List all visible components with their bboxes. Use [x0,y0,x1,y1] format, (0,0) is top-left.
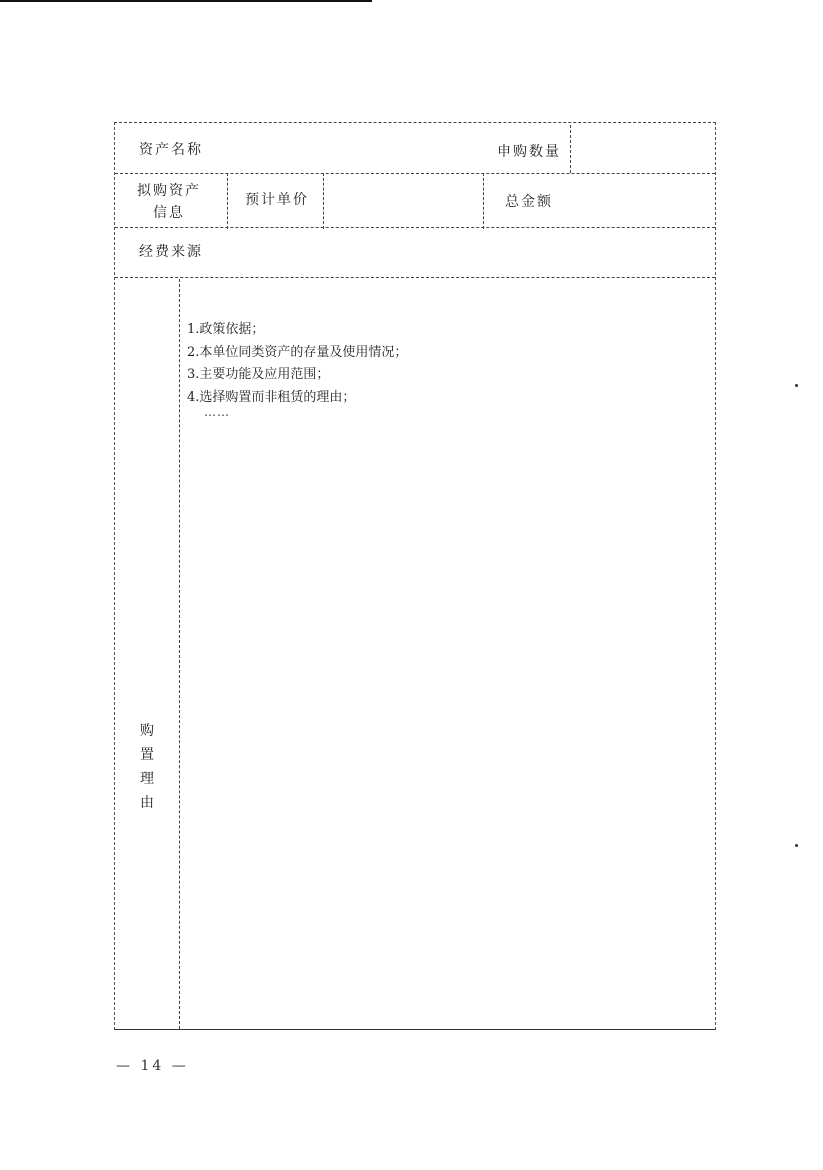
fund-source-label: 经费来源 [139,244,203,260]
asset-info-label-line2: 信息 [153,205,185,221]
top-border-line [0,0,372,2]
asset-name-label: 资产名称 [139,142,203,158]
asset-info-label [129,180,209,224]
margin-mark [795,384,798,387]
asset-purchase-form [114,122,716,1030]
row-divider [115,277,715,278]
asset-info-label-line1: 拟购资产 [137,183,201,199]
quantity-label: 申购数量 [497,144,561,160]
reason-item: 3.主要功能及应用范围； [187,367,330,382]
reason-list [187,319,407,409]
total-amount-label: 总金额 [505,194,553,210]
purchase-reason-label: 购 置 理 由 [140,723,154,811]
reason-item: 2.本单位同类资产的存量及使用情况； [187,344,408,360]
divider [227,173,228,229]
reason-item: 4.选择购置而非租赁的理由； [187,389,356,405]
row-divider [115,173,715,174]
margin-mark [795,844,798,847]
row-divider [115,227,715,228]
divider [483,173,484,229]
unit-price-label: 预计单价 [245,192,309,208]
divider [323,173,324,229]
reason-ellipsis: …… [204,405,230,419]
reason-item: 1.政策依据； [187,322,265,337]
divider [570,125,571,173]
page-number: — 14 — [116,1058,189,1074]
reason-column-divider [179,279,180,1029]
